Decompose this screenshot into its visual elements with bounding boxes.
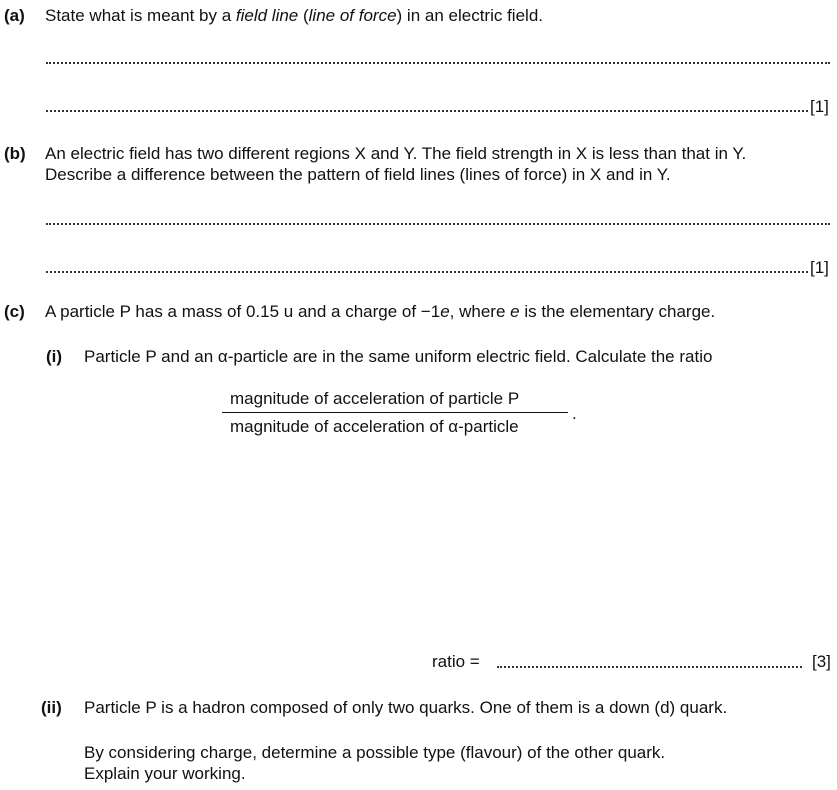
part-b-mark: [1] xyxy=(810,258,829,277)
part-a-alt-term: line of force xyxy=(308,6,397,25)
part-c-text-2: , where xyxy=(449,302,511,321)
part-a-text-3: ) in an electric field. xyxy=(396,6,543,25)
answer-line-a-2[interactable] xyxy=(46,110,808,112)
answer-line-a-1[interactable] xyxy=(46,62,830,64)
fraction-bar xyxy=(222,412,568,413)
fraction-period: . xyxy=(572,404,577,423)
part-b-line-1: An electric field has two different regions X and Y. The field strength in X is less than that in Y. xyxy=(45,144,747,163)
part-c-ii-text: Particle P is a hadron composed of only two quarks. One of them is a down (d) quark. xyxy=(84,698,728,717)
ratio-answer-line[interactable] xyxy=(497,666,802,668)
part-a-text-2: ( xyxy=(298,6,309,25)
fraction-denominator: magnitude of acceleration of α-particle xyxy=(230,417,519,436)
part-c-label: (c) xyxy=(4,302,25,321)
part-a-label: (a) xyxy=(4,6,25,25)
part-c-ii-line-2: Explain your working. xyxy=(84,764,246,783)
elementary-charge-symbol: e xyxy=(510,302,520,321)
part-c-i-text: Particle P and an α-particle are in the same uniform electric field. Calculate the ratio xyxy=(84,347,713,366)
part-a-text-1: State what is meant by a xyxy=(45,6,236,25)
part-c-question xyxy=(45,302,715,322)
part-b-line-2: Describe a difference between the pattern of field lines (lines of force) in X and in Y. xyxy=(45,165,671,184)
part-a-question xyxy=(45,6,543,26)
part-a-term: field line xyxy=(235,6,299,25)
part-c-i-mark: [3] xyxy=(812,652,831,671)
part-c-i-label: (i) xyxy=(46,347,63,366)
part-b-label: (b) xyxy=(4,144,26,163)
answer-line-b-1[interactable] xyxy=(46,223,830,225)
ratio-label: ratio = xyxy=(432,652,480,671)
answer-line-b-2[interactable] xyxy=(46,271,808,273)
part-c-ii-label: (ii) xyxy=(41,698,62,717)
part-c-ii-line-1: By considering charge, determine a possible type (flavour) of the other quark. xyxy=(84,743,666,762)
part-a-mark: [1] xyxy=(810,97,829,116)
fraction-numerator: magnitude of acceleration of particle P xyxy=(230,389,520,408)
part-c-text-3: is the elementary charge. xyxy=(519,302,716,321)
charge-symbol-e: e xyxy=(440,302,450,321)
part-c-text-1: A particle P has a mass of 0.15 u and a charge of −1 xyxy=(45,302,441,321)
